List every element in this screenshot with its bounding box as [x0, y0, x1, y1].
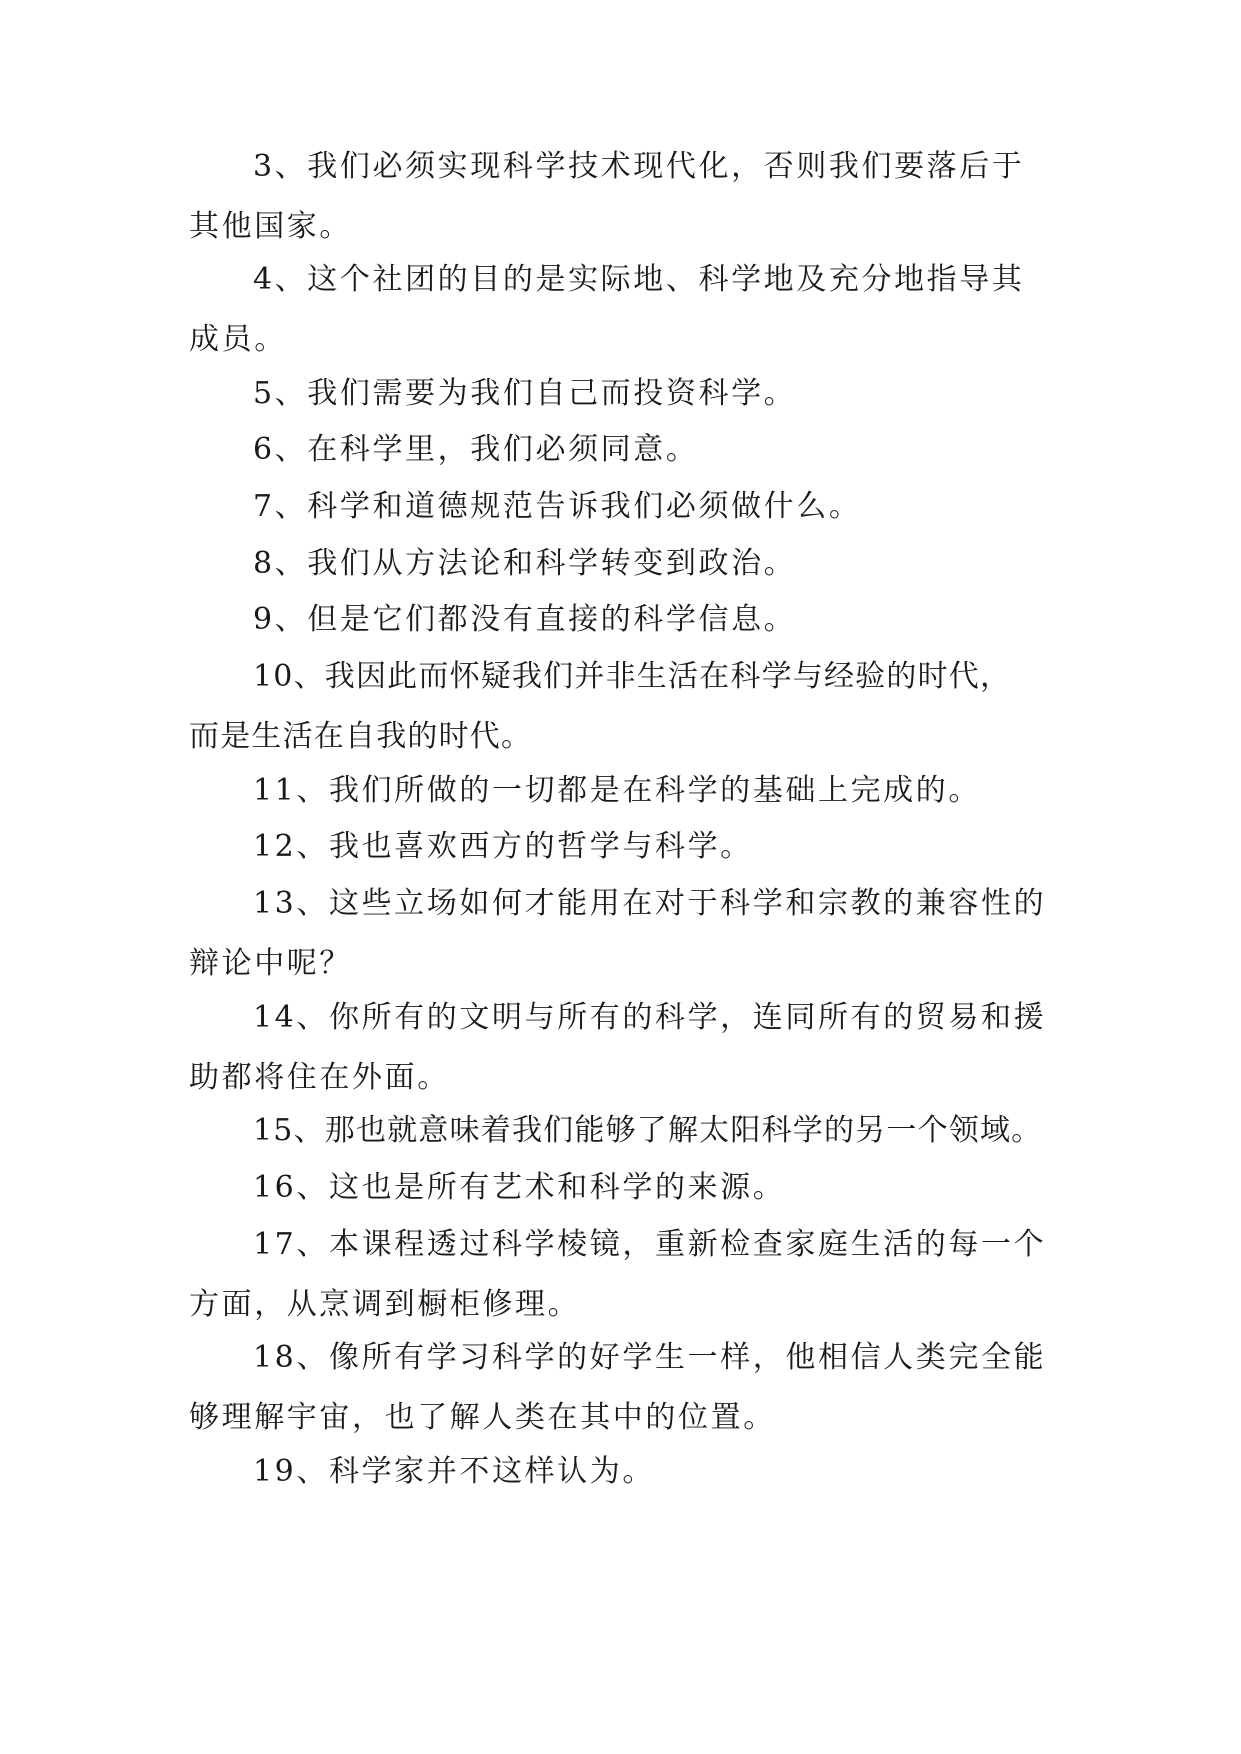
sentence-line: 4、这个社团的目的是实际地、科学地及充分地指导其 — [253, 262, 1025, 297]
sentence-item-17 — [189, 1215, 1069, 1335]
sentence-line: 11、我们所做的一切都是在科学的基础上完成的。 — [253, 773, 981, 808]
sentence-item-7 — [189, 477, 1069, 537]
sentence-line: 13、这些立场如何才能用在对于科学和宗教的兼容性的 — [253, 886, 1047, 921]
sentence-line: 辩论中呢？ — [189, 946, 352, 981]
sentence-line: 其他国家。 — [189, 209, 352, 244]
sentence-line: 17、本课程透过科学棱镜，重新检查家庭生活的每一个 — [253, 1227, 1047, 1262]
sentence-line: 18、像所有学习科学的好学生一样，他相信人类完全能 — [253, 1340, 1047, 1375]
sentence-item-9 — [189, 590, 1069, 650]
sentence-line: 助都将住在外面。 — [189, 1060, 450, 1095]
sentence-line: 10、我因此而怀疑我们并非生活在科学与经验的时代， — [253, 659, 1012, 694]
sentence-line: 16、这也是所有艺术和科学的来源。 — [253, 1170, 786, 1205]
sentence-item-14 — [189, 988, 1069, 1108]
sentence-item-4 — [189, 250, 1069, 370]
sentence-line: 9、但是它们都没有直接的科学信息。 — [253, 602, 797, 637]
sentence-item-13 — [189, 874, 1069, 994]
sentence-line: 5、我们需要为我们自己而投资科学。 — [253, 376, 797, 411]
sentence-item-16 — [189, 1158, 1069, 1218]
sentence-line: 而是生活在自我的时代。 — [189, 719, 533, 754]
sentence-item-11 — [189, 761, 1069, 821]
sentence-line: 14、你所有的文明与所有的科学，连同所有的贸易和援 — [253, 1000, 1047, 1035]
sentence-line: 3、我们必须实现科学技术现代化，否则我们要落后于 — [253, 149, 1025, 184]
sentence-line: 19、科学家并不这样认为。 — [253, 1454, 655, 1489]
sentence-line: 8、我们从方法论和科学转变到政治。 — [253, 546, 797, 581]
sentence-item-6 — [189, 420, 1069, 480]
sentence-item-15 — [189, 1101, 1069, 1161]
sentence-item-3 — [189, 137, 1069, 257]
sentence-item-12 — [189, 817, 1069, 877]
sentence-line: 7、科学和道德规范告诉我们必须做什么。 — [253, 489, 862, 524]
sentence-item-10 — [189, 647, 1069, 767]
sentence-line: 成员。 — [189, 322, 287, 357]
sentence-item-8 — [189, 534, 1069, 594]
sentence-line: 12、我也喜欢西方的哲学与科学。 — [253, 829, 753, 864]
sentence-line: 方面，从烹调到橱柜修理。 — [189, 1287, 581, 1322]
sentence-item-5 — [189, 364, 1069, 424]
sentence-line: 够理解宇宙，也了解人类在其中的位置。 — [189, 1400, 776, 1435]
sentence-line: 6、在科学里，我们必须同意。 — [253, 432, 699, 467]
sentence-item-18 — [189, 1328, 1069, 1448]
sentence-item-19 — [189, 1442, 1069, 1502]
sentence-line: 15、那也就意味着我们能够了解太阳科学的另一个领域。 — [253, 1113, 1043, 1148]
